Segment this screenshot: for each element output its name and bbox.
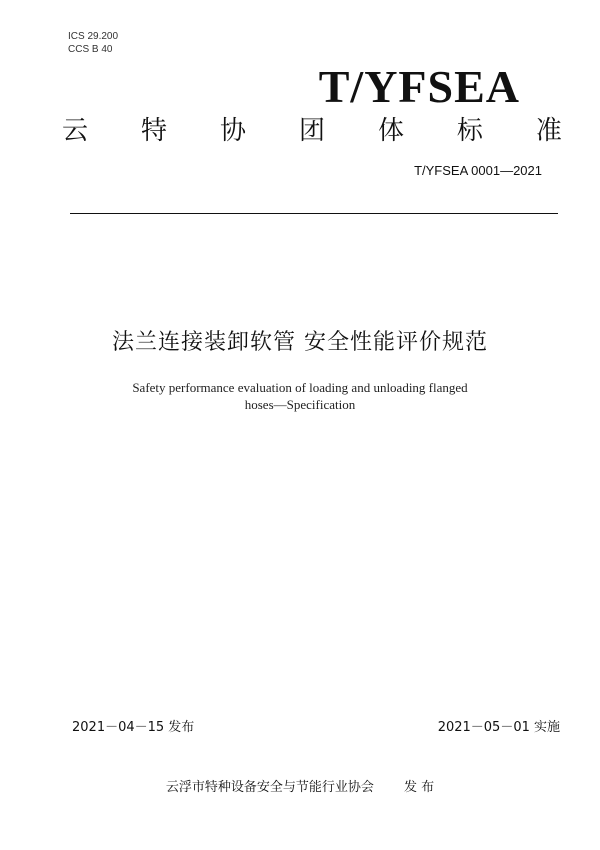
title-english-line: Safety performance evaluation of loading and unloading flanged (132, 380, 468, 395)
header-divider (70, 213, 558, 214)
classification-codes (68, 30, 118, 56)
publish-date: 2021－04－15 发布 (72, 720, 195, 735)
standard-type-char: 协 (219, 116, 246, 146)
issuer-name: 云浮市特种设备安全与节能行业协会 (165, 780, 374, 795)
document-title-english (0, 379, 600, 413)
standard-type-char: 特 (140, 116, 167, 146)
ics-code: ICS 29.200 (68, 31, 119, 42)
standard-type-char: 云 (62, 116, 89, 146)
document-title-chinese: 法兰连接装卸软管 安全性能评价规范 (112, 330, 488, 355)
issuer-line (0, 776, 600, 795)
issue-label: 发 布 (403, 780, 435, 795)
standard-type-char: 标 (456, 116, 483, 146)
standard-type-char: 准 (535, 116, 562, 146)
standard-number: T/YFSEA 0001—2021 (414, 163, 542, 178)
standard-type-char: 团 (298, 116, 325, 146)
standard-type-title (62, 116, 562, 146)
standard-type-char: 体 (377, 116, 404, 146)
title-english-line: hoses—Specification (244, 397, 356, 412)
implement-date: 2021－05－01 实施 (437, 720, 560, 735)
standard-logo: T/YFSEA (318, 61, 520, 112)
ccs-code: CCS B 40 (68, 44, 113, 55)
